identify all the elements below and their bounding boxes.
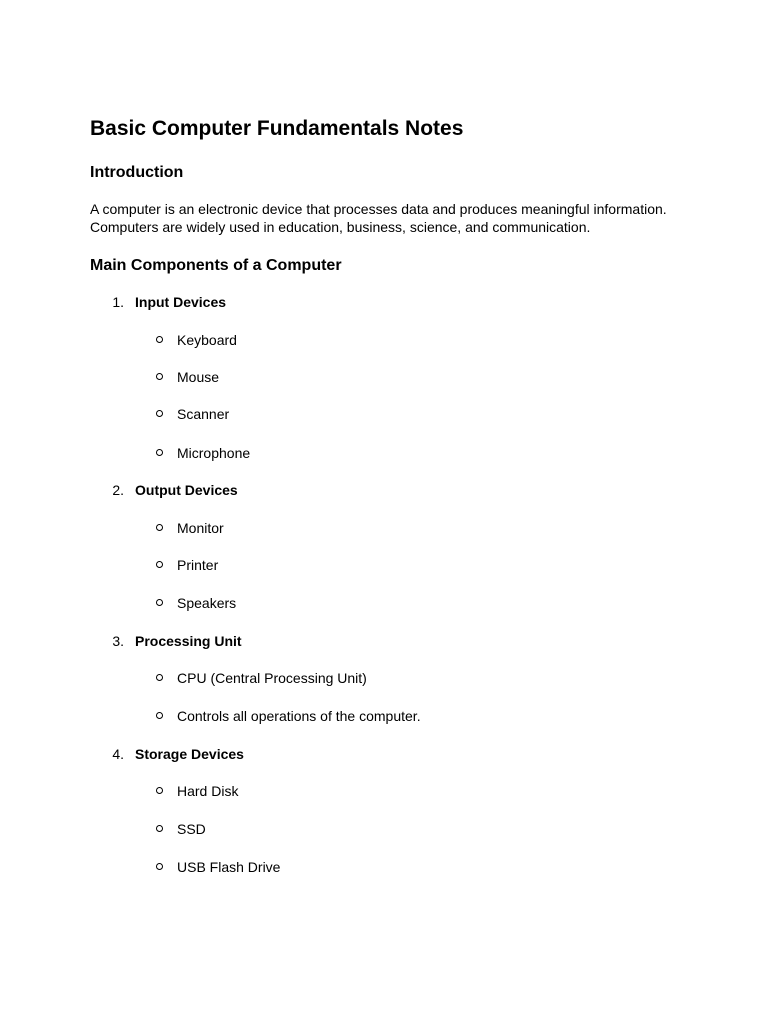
list-item-output-devices (90, 481, 238, 499)
sub-list-item (156, 444, 250, 462)
bullet-circle-icon (156, 336, 163, 343)
bullet-circle-icon (156, 410, 163, 417)
components-heading: Main Components of a Computer (90, 257, 342, 274)
sub-list-item-text: Scanner (177, 406, 230, 422)
bullet-circle-icon (156, 863, 163, 870)
bullet-circle-icon (156, 599, 163, 606)
sub-list-item (156, 331, 237, 349)
list-item-processing-unit (90, 632, 242, 650)
bullet-circle-icon (156, 674, 163, 681)
intro-line: Computers are widely used in education, business, science, and communication. (90, 219, 591, 235)
sub-list-item (156, 782, 238, 800)
bullet-circle-icon (156, 561, 163, 568)
sub-list-item (156, 669, 367, 687)
sub-list-item (156, 405, 229, 423)
list-number: 2. (112, 482, 124, 498)
sub-list-item (156, 368, 219, 386)
sub-list-item-text: Keyboard (177, 332, 237, 348)
bullet-circle-icon (156, 373, 163, 380)
sub-list-item-text: Hard Disk (177, 783, 239, 799)
list-item-label: Output Devices (135, 482, 238, 498)
page-title: Basic Computer Fundamentals Notes (90, 117, 464, 140)
sub-list-item-text: Monitor (177, 520, 224, 536)
intro-line: A computer is an electronic device that processes data and produces meaningful information. (90, 201, 667, 217)
sub-list-item-text: Printer (177, 557, 219, 573)
sub-list-item-text: Speakers (177, 595, 237, 611)
sub-list-item-text: USB Flash Drive (177, 859, 281, 875)
sub-list-item-text: Controls all operations of the computer. (177, 708, 421, 724)
introduction-paragraph (90, 200, 710, 236)
sub-list-item (156, 820, 206, 838)
sub-list-item (156, 858, 280, 876)
list-item-label: Processing Unit (135, 633, 242, 649)
sub-list-item-text: Mouse (177, 369, 220, 385)
list-item-input-devices (90, 293, 226, 311)
bullet-circle-icon (156, 449, 163, 456)
sub-list-item (156, 707, 421, 725)
sub-list-item (156, 519, 224, 537)
sub-list-item-text: SSD (177, 821, 206, 837)
bullet-circle-icon (156, 787, 163, 794)
sub-list-item-text: CPU (Central Processing Unit) (177, 670, 367, 686)
bullet-circle-icon (156, 825, 163, 832)
sub-list-item-text: Microphone (177, 445, 251, 461)
bullet-circle-icon (156, 712, 163, 719)
bullet-circle-icon (156, 524, 163, 531)
sub-list-item (156, 556, 218, 574)
introduction-heading: Introduction (90, 164, 184, 181)
sub-list-item (156, 594, 236, 612)
list-number: 3. (112, 633, 124, 649)
list-item-label: Input Devices (135, 294, 227, 310)
list-item-label: Storage Devices (135, 746, 244, 762)
list-item-storage-devices (90, 745, 244, 763)
list-number: 4. (112, 746, 124, 762)
list-number: 1. (112, 294, 124, 310)
